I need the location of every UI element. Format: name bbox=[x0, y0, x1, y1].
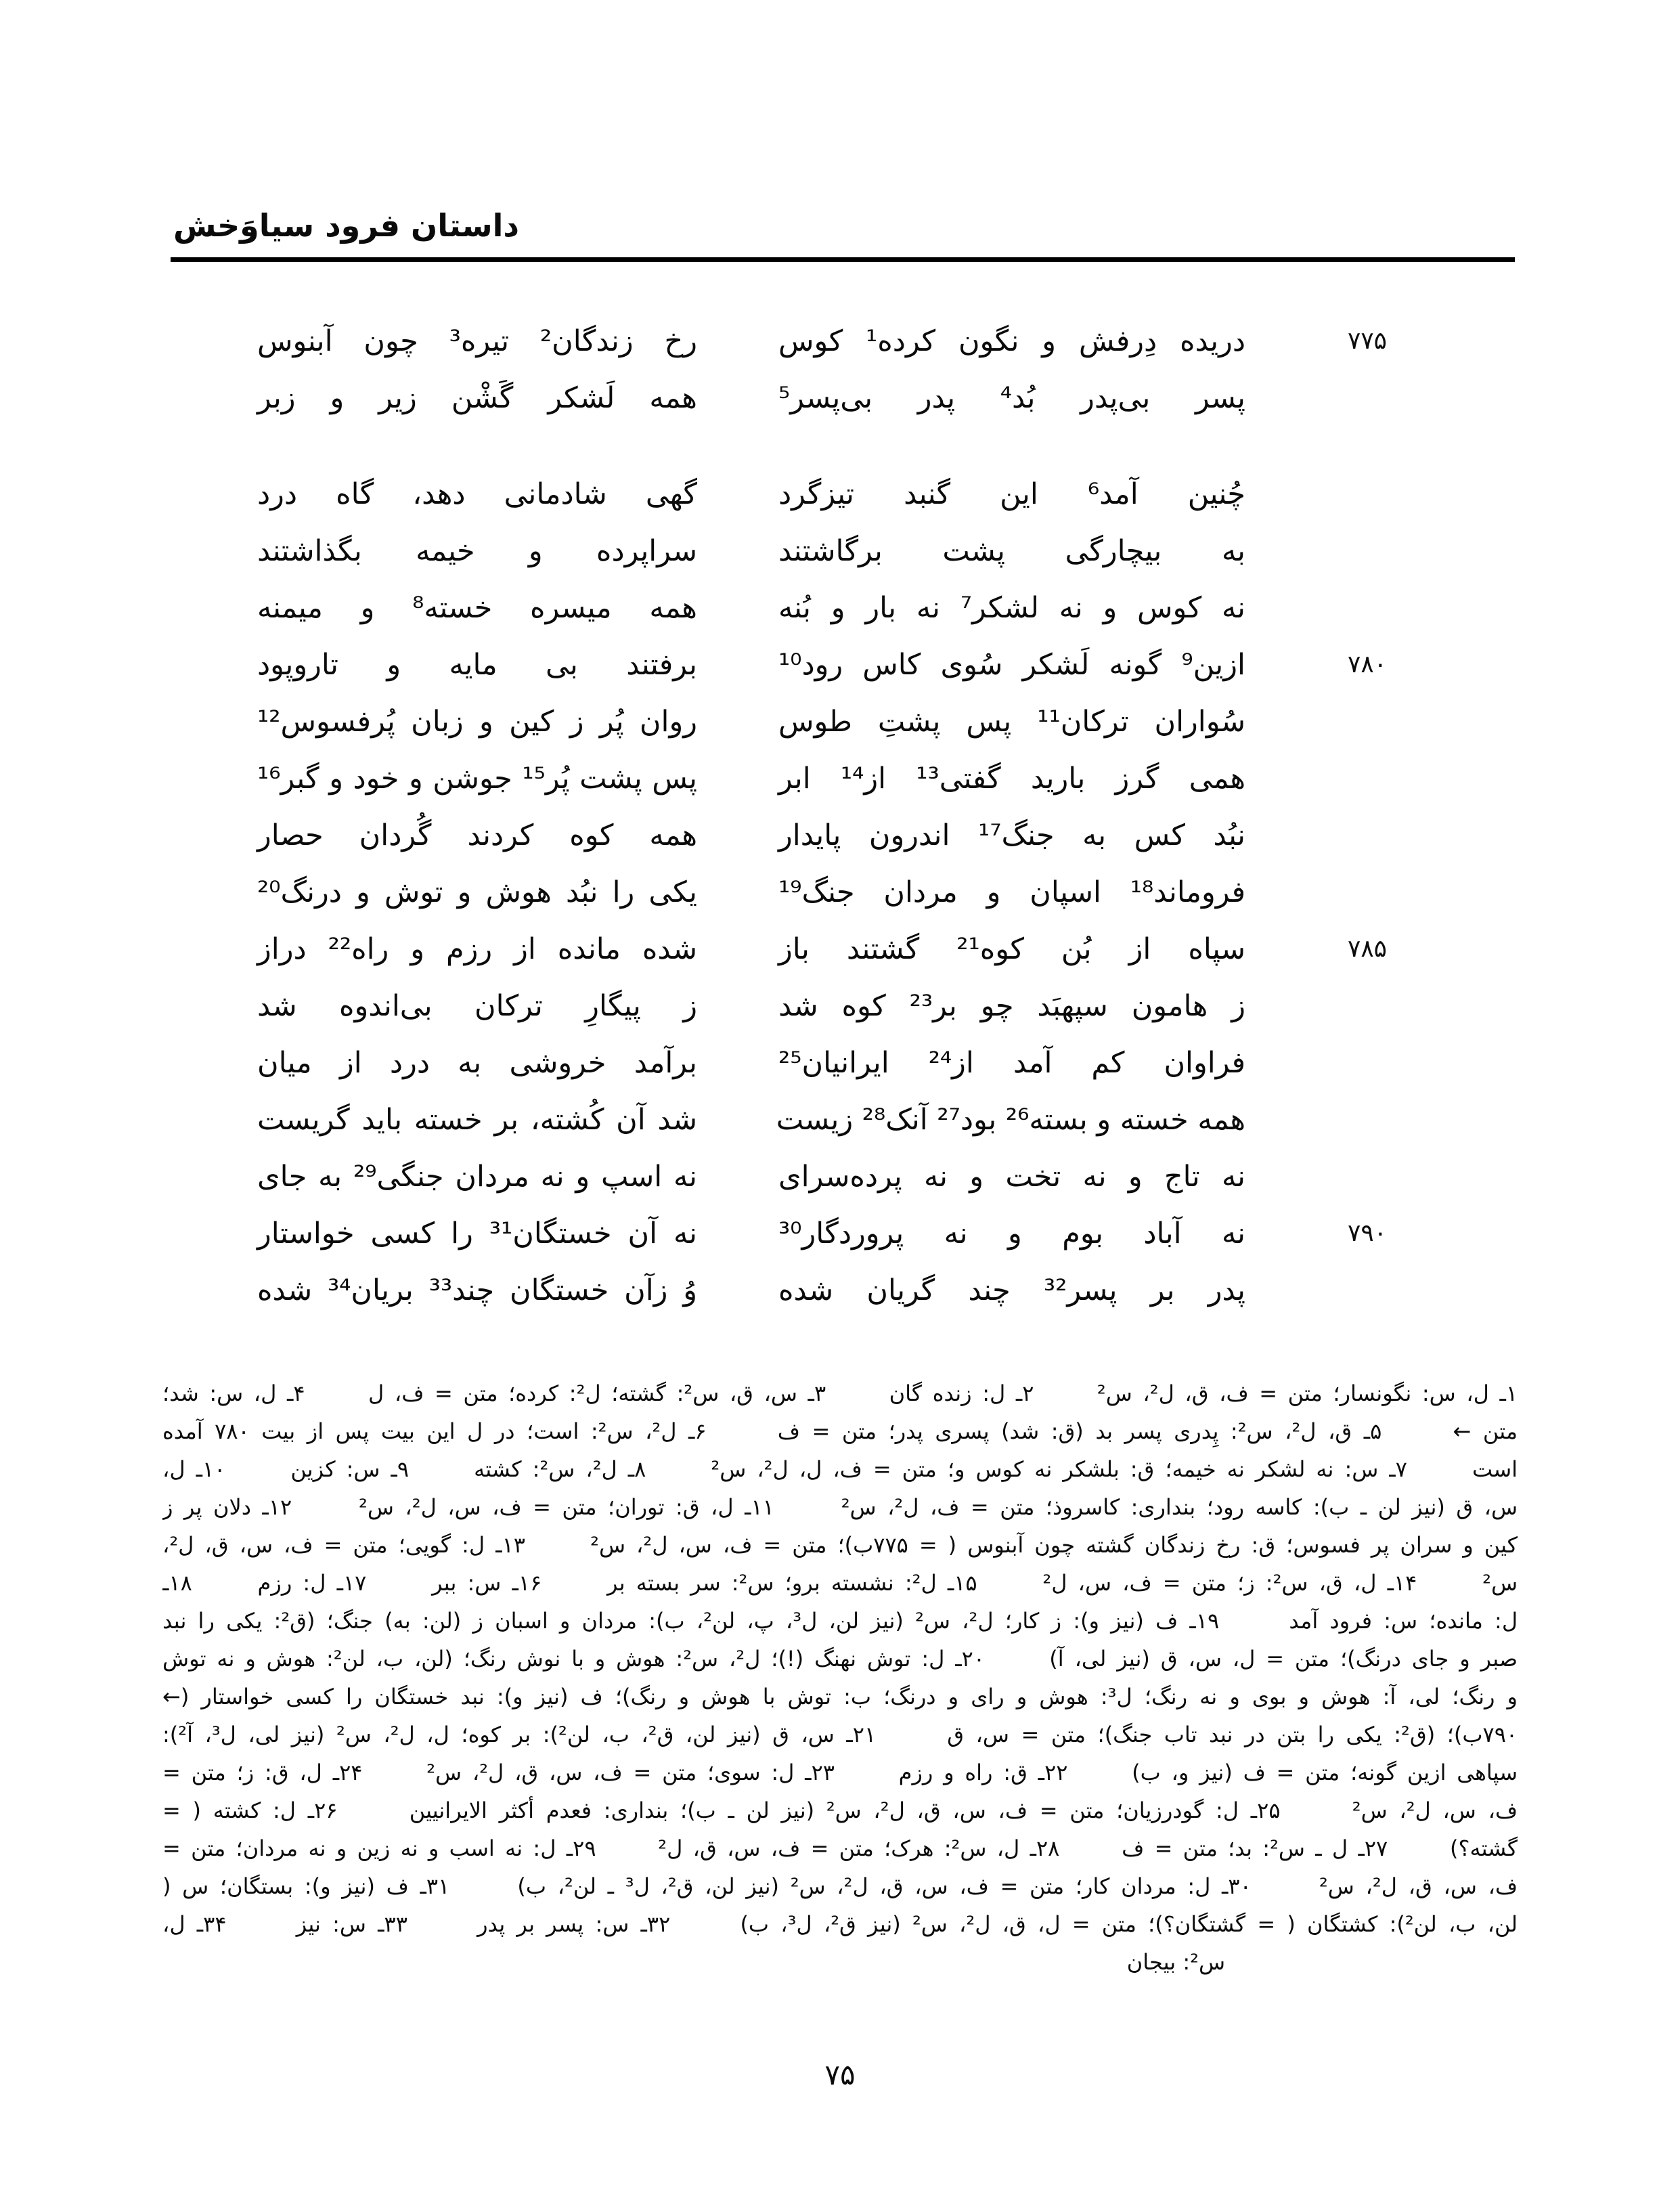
hemistich-second: همه لَشکر گَشْن زیر و زبر bbox=[257, 381, 697, 415]
apparatus-line: و رنگ؛ لی، آ: هوش و بوی و نه رنگ؛ ل³: هوش و رای و درنگ؛ ب: توش با هوش و رنگ)؛ ف (نیز و): نبد خستگان را کسی خواستار (← bbox=[162, 1684, 1518, 1710]
hemistich-second: شد آن کُشته، بر خسته باید گریست bbox=[257, 1103, 697, 1137]
verse-row bbox=[257, 523, 1516, 580]
verse-row bbox=[257, 1035, 1516, 1091]
verse-number: ۷۸۵ bbox=[1347, 935, 1387, 963]
hemistich-first: پدر بر پسر³² چند گریان شده bbox=[778, 1273, 1245, 1307]
hemistich-first: دریده دِرفش و نگون کرده¹ کوس bbox=[778, 324, 1246, 358]
verse-row bbox=[257, 370, 1516, 427]
verse-row bbox=[257, 1205, 1516, 1262]
hemistich-first: همه خسته و بسته²⁶ بود²⁷ آنک²⁸ زیست bbox=[776, 1103, 1245, 1137]
hemistich-second: گهی شادمانی دهد، گاه درد bbox=[257, 477, 697, 511]
verse-number: ۷۸۰ bbox=[1347, 651, 1387, 678]
hemistich-first: نه کوس و نه لشکر⁷ نه بار و بُنه bbox=[778, 591, 1246, 625]
verse-number bbox=[1323, 370, 1411, 427]
apparatus-line: گشته؟) ۲۷ـ ل ـ س²: بد؛ متن = ف ۲۸ـ ل، س²: هرک؛ متن = ف، س، ق، ل² ۲۹ـ ل: نه اسب و نه زین و نه مردان؛ متن = bbox=[162, 1835, 1518, 1861]
verse-row bbox=[257, 864, 1516, 921]
hemistich-second: رخ زندگان² تیره³ چون آبنوس bbox=[257, 324, 697, 358]
apparatus-line: است ۷ـ س: نه لشکر نه خیمه؛ ق: بلشکر نه کوس و؛ متن = ف، ل، ل²، س² ۸ـ ل²، س²: کشته ۹ـ س: کزین ۱۰ـ ل، bbox=[162, 1456, 1518, 1482]
hemistich-second: نه آن خستگان³¹ را کسی خواستار bbox=[257, 1217, 697, 1250]
apparatus-line: ۷۹۰ب)؛ (ق²: یکی را بتن در نبد تاب جنگ)؛ متن = س، ق ۲۱ـ س، ق (نیز لن، ق²، ب، لن²): بر کوه؛ ل، ل²، س² (نیز لی، ل³، آ²): bbox=[162, 1722, 1518, 1747]
hemistich-first: نه آباد بوم و نه پروردگار³⁰ bbox=[778, 1217, 1245, 1250]
apparatus-line: متن ← ۵ـ ق، ل²، س²: پِدری پسر بد (ق: شد) پسری پدر؛ متن = ف ۶ـ ل²، س²: است؛ در ل این بیت پس از بیت ۷۸۰ آمده bbox=[162, 1418, 1518, 1444]
hemistich-first: همی گرز بارید گفتی¹³ از¹⁴ ابر bbox=[778, 762, 1245, 796]
hemistich-first: سُواران ترکان¹¹ پس پشتِ طوس bbox=[778, 705, 1245, 739]
hemistich-second: ز پیگارِ ترکان بی‌اندوه شد bbox=[257, 989, 697, 1023]
verse-number: ۷۹۰ bbox=[1347, 1219, 1387, 1247]
apparatus-line: ل: مانده؛ س: فرود آمد ۱۹ـ ف (نیز و): ز کار؛ ل²، س² (نیز لن، ل³، پ، لن²، ب): مردان و اسبان ز (لن: به) جنگ؛ (ق²: یکی را نبد bbox=[162, 1608, 1518, 1634]
verse-row bbox=[257, 750, 1516, 807]
apparatus-line: ۱ـ ل، س: نگونسار؛ متن = ف، ق، ل²، س² ۲ـ ل: زنده گان ۳ـ س، ق، س²: گشته؛ ل²: کرده؛ متن = ف، ل ۴ـ ل، س: شد؛ bbox=[162, 1380, 1518, 1406]
verse-number bbox=[1323, 1262, 1411, 1319]
verse-number bbox=[1323, 978, 1411, 1035]
header-rule bbox=[171, 257, 1515, 262]
verse-number bbox=[1323, 693, 1411, 750]
hemistich-first: فراوان کم آمد از²⁴ ایرانیان²⁵ bbox=[778, 1046, 1245, 1080]
critical-apparatus bbox=[162, 1374, 1518, 1981]
verse-row bbox=[257, 1148, 1516, 1205]
verse-number bbox=[1323, 864, 1411, 921]
hemistich-first: فروماند¹⁸ اسپان و مردان جنگ¹⁹ bbox=[778, 875, 1245, 909]
hemistich-second: همه میسره خسته⁸ و میمنه bbox=[257, 591, 697, 625]
verse-number bbox=[1323, 580, 1411, 636]
page-number: ۷۵ bbox=[824, 2058, 856, 2091]
verse-row bbox=[257, 921, 1516, 978]
hemistich-second: همه کوه کردند گُردان حصار bbox=[257, 819, 697, 852]
verse-row bbox=[257, 693, 1516, 750]
hemistich-first: چُنین آمد⁶ این گنبد تیزگرد bbox=[778, 477, 1245, 511]
hemistich-first: سپاه از بُن کوه²¹ گشتند باز bbox=[778, 932, 1245, 966]
apparatus-line: ف، س، ق، ل²، س² ۳۰ـ ل: مردان کار؛ متن = ف، س، ق، ل²، س² (نیز لن، ق²، ل³ ـ لن²، ب) ۳۱ـ ف (نیز و): بستگان؛ س ( bbox=[162, 1873, 1518, 1899]
verse-number bbox=[1323, 1148, 1411, 1205]
hemistich-first: ز هامون سپهبَد چو بر²³ کوه شد bbox=[778, 989, 1245, 1023]
hemistich-second: برفتند بی مایه و تاروپود bbox=[257, 648, 697, 682]
hemistich-second: سراپرده و خیمه بگذاشتند bbox=[257, 534, 697, 568]
verse-number bbox=[1323, 466, 1411, 523]
verse-row bbox=[257, 807, 1516, 864]
hemistich-second: روان پُر ز کین و زبان پُرفسوس¹² bbox=[257, 705, 697, 739]
verse-row bbox=[257, 1262, 1516, 1319]
verse-number bbox=[1323, 750, 1411, 807]
apparatus-line: س² ۱۴ـ ل، ق، س²: ز؛ متن = ف، س، ل² ۱۵ـ ل²: نشسته برو؛ س²: سر بسته بر ۱۶ـ س: ببر ۱۷ـ ل: رزم ۱۸ـ bbox=[162, 1570, 1518, 1596]
apparatus-line: س²: بیجان bbox=[1126, 1949, 1225, 1975]
hemistich-first: به بیچارگی پشت برگاشتند bbox=[778, 534, 1245, 568]
apparatus-line: س، ق (نیز لن ـ ب): کاسه رود؛ بنداری: کاسروذ؛ متن = ف، ل²، س² ۱۱ـ ل، ق: توران؛ متن = ف، س، ل²، س² ۱۲ـ دلان پر ز bbox=[162, 1494, 1518, 1520]
verse-number bbox=[1323, 1035, 1411, 1091]
verse-number bbox=[1323, 1091, 1411, 1148]
hemistich-second: یکی را نبُد هوش و توش و درنگ²⁰ bbox=[257, 875, 697, 909]
apparatus-line: لن، ب، لن²): کشتگان ( = گشتگان؟)؛ متن = ل، ق، ل²، س² (نیز ق²، ل³، ب) ۳۲ـ س: پسر بر پدر ۳۳ـ س: نیز ۳۴ـ ل، bbox=[162, 1911, 1518, 1937]
verse-row bbox=[257, 466, 1516, 523]
verse-row bbox=[257, 636, 1516, 693]
hemistich-first: نه تاج و نه تخت و نه پرده‌سرای bbox=[778, 1160, 1245, 1194]
verse-row bbox=[257, 313, 1516, 370]
apparatus-line: سپاهی ازین گونه؛ متن = ف (نیز و، ب) ۲۲ـ ق: راه و رزم ۲۳ـ ل: سوی؛ متن = ف، س، ق، ل²، س² ۲۴ـ ل، ق: ز؛ متن = bbox=[162, 1760, 1518, 1785]
hemistich-second: شده مانده از رزم و راه²² دراز bbox=[257, 932, 697, 966]
apparatus-line: صبر و جای درنگ)؛ متن = ل، س، ق (نیز لی، آ) ۲۰ـ ل: توش نهنگ (!)؛ ل²، س²: هوش و با نوش رنگ؛ (لن، ب، لن²: هوش و نه توش bbox=[162, 1646, 1518, 1672]
verse-row bbox=[257, 978, 1516, 1035]
verse-number: ۷۷۵ bbox=[1347, 327, 1387, 355]
hemistich-second: برآمد خروشی به درد از میان bbox=[257, 1046, 697, 1080]
hemistich-second: پس پشت پُر¹⁵ جوشن و خود و گبر¹⁶ bbox=[257, 762, 698, 796]
hemistich-first: ازین⁹ گونه لَشکر سُوی کاس رود¹⁰ bbox=[778, 648, 1245, 682]
poem-block bbox=[257, 313, 1516, 1319]
verse-number bbox=[1323, 807, 1411, 864]
hemistich-first: پسر بی‌پدر بُد⁴ پدر بی‌پسر⁵ bbox=[778, 381, 1245, 415]
verse-number bbox=[1323, 523, 1411, 580]
running-title: داستان فرود سیاوَخش bbox=[173, 207, 519, 244]
hemistich-second: نه اسپ و نه مردان جنگی²⁹ به جای bbox=[257, 1160, 697, 1194]
apparatus-line: کین و سران پر فسوس؛ ق: رخ زندگان گشته چون آبنوس ( = ۷۷۵ب)؛ متن = ف، س، ل²، س² ۱۳ـ ل: گویی؛ متن = ف، س، ق، ل²، bbox=[162, 1532, 1518, 1558]
verse-row bbox=[257, 580, 1516, 636]
hemistich-second: وُ زآن خستگان چند³³ بریان³⁴ شده bbox=[257, 1273, 697, 1307]
apparatus-line: ف، س، ل²، س² ۲۵ـ ل: گودرزیان؛ متن = ف، س، ق، ل²، س² (نیز لن ـ ب)؛ بنداری: فعدم أکثر الایرانیین ۲۶ـ ل: کشته ( = bbox=[162, 1798, 1518, 1823]
verse-row bbox=[257, 1091, 1516, 1148]
hemistich-first: نبُد کس به جنگ¹⁷ اندرون پایدار bbox=[778, 819, 1245, 852]
